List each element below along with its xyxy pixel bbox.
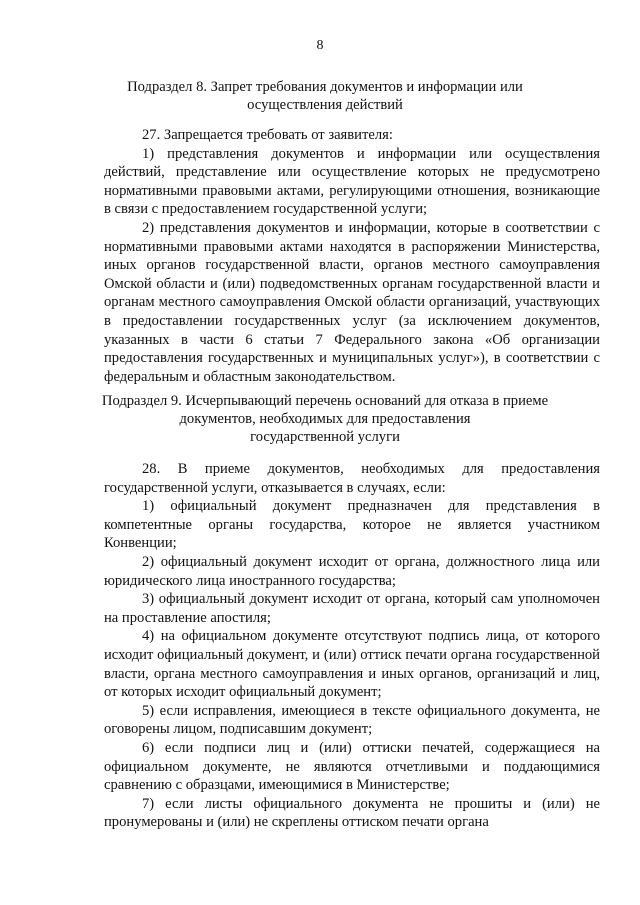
heading-line: государственной услуги — [250, 429, 400, 445]
page-number: 8 — [316, 38, 324, 53]
paragraph-27-item-2: 2) представления документов и информации, которые в соответствии с нормативными правовыми актами находятся в распоряжении Министерства, иных органов государственной власти, органов местного самоуправления Омской области и (или) подведомственных органам государственной власти и органам местного самоуправления Омской области организаций, участвующих в предоставлении государственных услуг (за исключением документов, указанных в части 6 статьи 7 Федерального закона «Об организации предоставления государственных и муниципальных услуг»), в соответствии с федеральным и областным законодательством. — [104, 219, 600, 385]
heading-line: документов, необходимых для предоставления — [179, 411, 471, 427]
heading-line: Подраздел 8. Запрет требования документов и информации или — [127, 79, 523, 95]
paragraph-28-item-4: 4) на официальном документе отсутствуют подпись лица, от которого исходит официальный документ, и (или) оттиск печати органа государственной власти, органа местного самоуправления и иных органов, организаций и лиц, от которых исходит официальный документ; — [104, 628, 600, 701]
paragraph-28-item-3: 3) официальный документ исходит от органа, который сам уполномочен на проставление апостиля; — [104, 591, 600, 626]
heading-line: осуществления действий — [247, 97, 403, 113]
paragraph-28-item-6: 6) если подписи лиц и (или) оттиски печатей, содержащиеся на официальном документе, не являются отчетливыми и поддающимися сравнению с образцами, имеющимися в Министерстве; — [104, 739, 600, 794]
heading-line: Подраздел 9. Исчерпывающий перечень оснований для отказа в приеме — [101, 393, 549, 409]
paragraph-27-item-1: 1) представления документов и информации или осуществления действий, представление или осуществление которых не предусмотрено нормативными правовыми актами, регулирующими отношения, возникающие в связи с предоставлением государственной услуги; — [104, 145, 600, 218]
paragraph-28-item-5: 5) если исправления, имеющиеся в тексте официального документа, не оговорены лицом, подписавшим документ; — [104, 702, 600, 738]
section-9-heading — [90, 392, 560, 446]
section-9-body — [104, 460, 600, 832]
paragraph-28-item-1: 1) официальный документ предназначен для представления в компетентные органы государства, которое не является участником Конвенции; — [104, 498, 600, 552]
paragraph-28-item-7: 7) если листы официального документа не прошиты и (или) не пронумерованы и (или) не скреплены оттиском печати органа — [104, 795, 600, 831]
paragraph-27: 27. Запрещается требовать от заявителя: — [142, 127, 393, 143]
paragraph-28: 28. В приеме документов, необходимых для предоставления государственной услуги, отказывается в случаях, если: — [104, 461, 600, 496]
section-8-body — [104, 126, 600, 386]
paragraph-28-item-2: 2) официальный документ исходит от органа, должностного лица или юридического лица иностранного государства; — [104, 553, 600, 589]
section-8-heading — [90, 78, 560, 114]
